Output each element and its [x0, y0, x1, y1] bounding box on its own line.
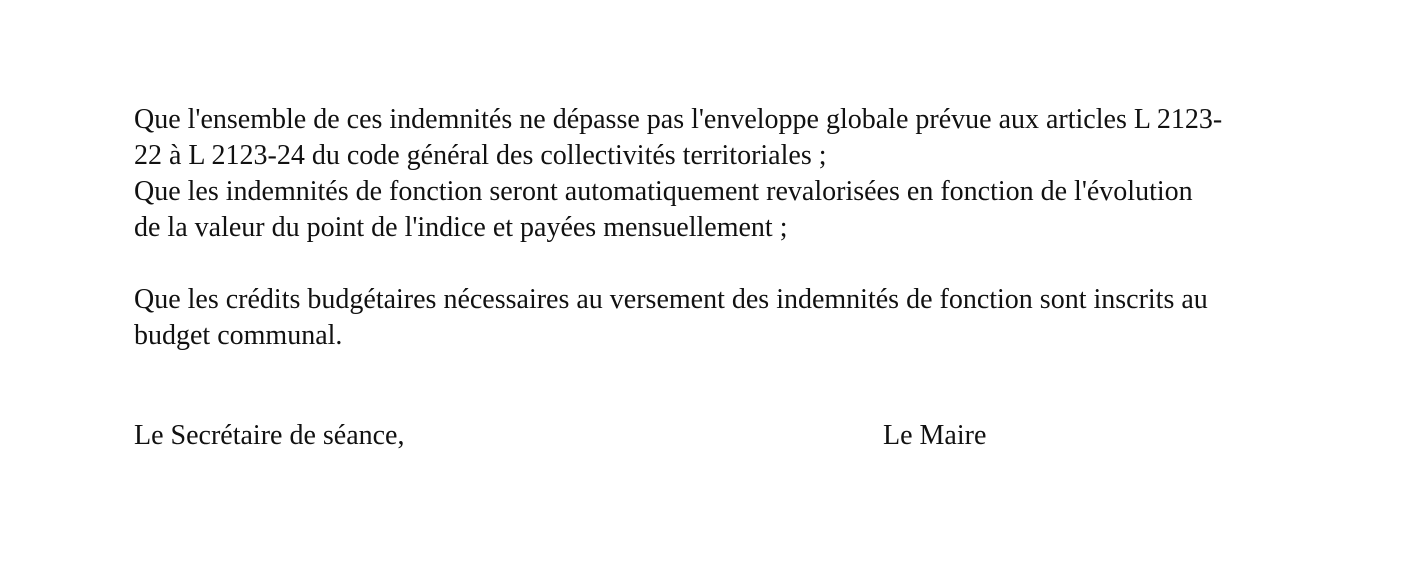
- text-line: budget communal.: [134, 320, 343, 351]
- text-line: Que les indemnités de fonction seront automatiquement revalorisées en fonction de l'évolution: [134, 176, 1193, 207]
- paragraph-budget: [134, 282, 1208, 354]
- text-line: Que les crédits budgétaires nécessaires au versement des indemnités de fonction sont inscrits au: [134, 284, 1208, 315]
- text-line: 22 à L 2123-24 du code général des collectivités territoriales ;: [134, 140, 827, 171]
- paragraph-indemnities: [134, 102, 1222, 246]
- signature-mayor-label: Le Maire: [883, 420, 987, 451]
- text-line: de la valeur du point de l'indice et payées mensuellement ;: [134, 212, 788, 243]
- signature-secretary-label: Le Secrétaire de séance,: [134, 420, 405, 451]
- text-line: Que l'ensemble de ces indemnités ne dépasse pas l'enveloppe globale prévue aux articles L 2123-: [134, 104, 1223, 135]
